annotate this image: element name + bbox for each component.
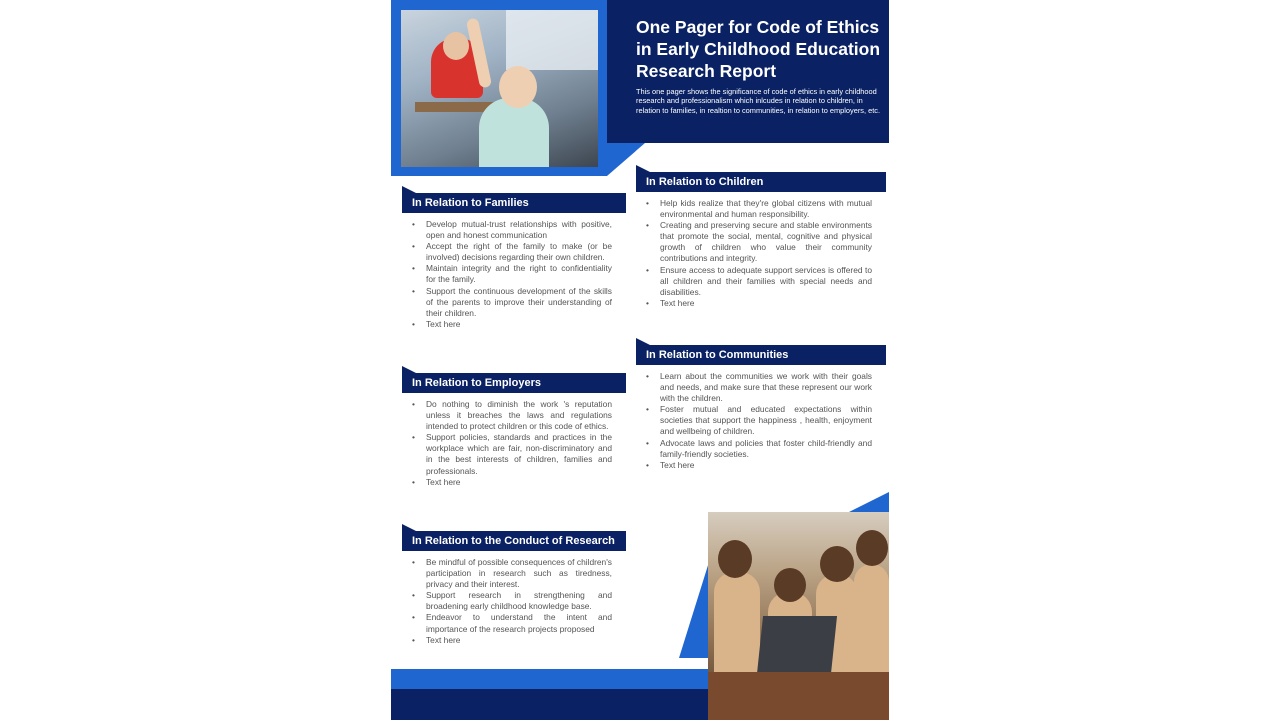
photo-student-body xyxy=(714,572,760,682)
photo-child-head xyxy=(443,32,469,60)
section-employers-heading: In Relation to Employers xyxy=(402,373,626,393)
section-families xyxy=(402,193,626,330)
list-item: • Text here xyxy=(426,319,612,330)
list-item: • Support research in strengthening and broadening early childhood knowledge base. xyxy=(426,590,612,612)
list-item: • Creating and preserving secure and stable environments that promote the social, mental, cognitive and physical growth of children who value their community contributions and integrity. xyxy=(660,220,872,264)
list-item: • Help kids realize that they're global citizens with mutual environmental and human responsibility. xyxy=(660,198,872,220)
section-children xyxy=(636,172,886,309)
section-research-heading: In Relation to the Conduct of Research xyxy=(402,531,626,551)
section-employers-list xyxy=(402,399,626,488)
section-children-list xyxy=(636,198,886,309)
list-item: • Do nothing to diminish the work 's reputation unless it breaches the laws and regulations intended to protect children or this code of ethics. xyxy=(426,399,612,432)
photo-student-head xyxy=(774,568,806,602)
list-item: • Ensure access to adequate support services is offered to all children and their families with special needs and disabilities. xyxy=(660,265,872,298)
list-item: • Support the continuous development of the skills of the parents to improve their understanding of their children. xyxy=(426,286,612,319)
header-box xyxy=(607,0,889,143)
list-item: • Text here xyxy=(660,298,872,309)
list-item: • Be mindful of possible consequences of children's participation in research such as tiredness, privacy and their interest. xyxy=(426,557,612,590)
photo-table xyxy=(708,672,889,720)
list-item: • Text here xyxy=(426,477,612,488)
list-item: • Support policies, standards and practices in the workplace which are fair, non-discriminatory and in the best interests of children, families and professionals. xyxy=(426,432,612,476)
list-item: • Maintain integrity and the right to confidentiality for the family. xyxy=(426,263,612,285)
photo-laptop xyxy=(757,616,837,674)
photo-child-glasses xyxy=(479,98,549,167)
photo-student-body xyxy=(854,564,889,676)
photo-student-head xyxy=(820,546,854,582)
list-item: • Text here xyxy=(660,460,872,471)
list-item: • Learn about the communities we work with their goals and needs, and make sure that these represent our work with the children. xyxy=(660,371,872,404)
list-item: • Accept the right of the family to make (or be involved) decisions regarding their own children. xyxy=(426,241,612,263)
section-communities xyxy=(636,345,886,471)
page-subtitle: This one pager shows the significance of code of ethics in early childhood research and professionalism which inlcudes in relation to children, in relation to families, in realtion to communities, in relation to employers, etc. xyxy=(636,87,880,115)
accent-triangle-left xyxy=(679,562,709,658)
list-item: • Develop mutual-trust relationships with positive, open and honest communication xyxy=(426,219,612,241)
section-research xyxy=(402,531,626,646)
section-communities-list xyxy=(636,371,886,471)
classroom-photo-frame xyxy=(391,0,607,176)
students-laptop-photo xyxy=(708,512,889,720)
section-children-heading: In Relation to Children xyxy=(636,172,886,192)
list-item: • Endeavor to understand the intent and importance of the research projects proposed xyxy=(426,612,612,634)
section-families-heading: In Relation to Families xyxy=(402,193,626,213)
section-research-list xyxy=(402,557,626,646)
photo-window-shape xyxy=(506,10,598,70)
photo-child-head-glasses xyxy=(499,66,537,108)
section-families-list xyxy=(402,219,626,330)
footer-navy-band xyxy=(391,689,715,720)
footer-blue-strip xyxy=(391,669,715,689)
photo-student-head xyxy=(856,530,888,566)
section-communities-heading: In Relation to Communities xyxy=(636,345,886,365)
accent-triangle-right xyxy=(845,492,889,514)
photo-student-head xyxy=(718,540,752,578)
page-title: One Pager for Code of Ethics in Early Childhood Education Research Report xyxy=(636,17,881,81)
list-item: • Advocate laws and policies that foster child-friendly and family-friendly societies. xyxy=(660,438,872,460)
list-item: • Text here xyxy=(426,635,612,646)
classroom-photo xyxy=(401,10,598,167)
list-item: • Foster mutual and educated expectations within societies that support the happiness , health, enjoyment and wellbeing of children. xyxy=(660,404,872,437)
section-employers xyxy=(402,373,626,488)
one-pager-page xyxy=(391,0,889,720)
